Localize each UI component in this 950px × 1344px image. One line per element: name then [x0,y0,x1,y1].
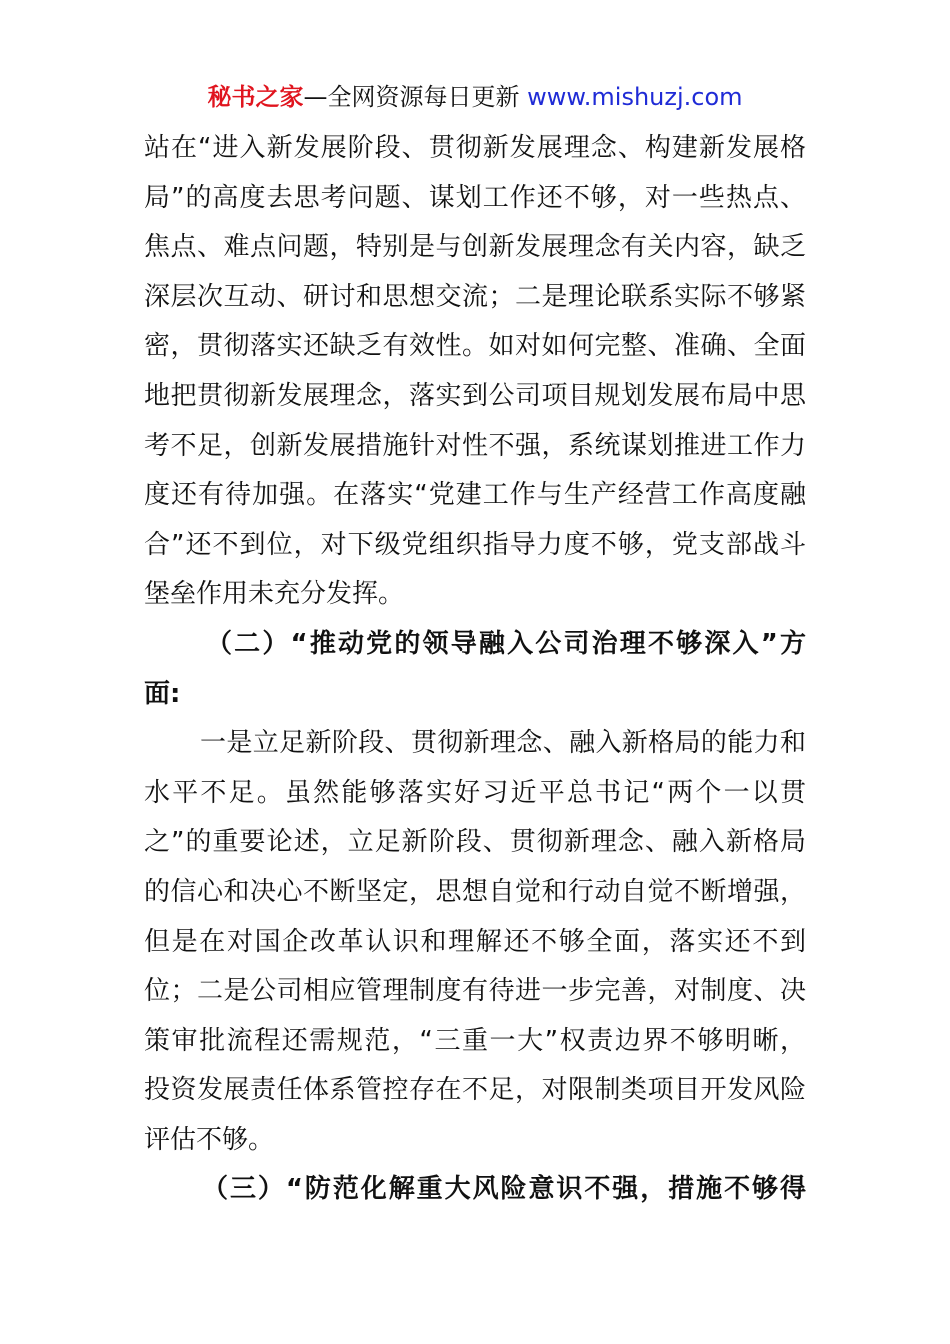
section-heading: （二）“推动党的领导融入公司治理不够深入”方 [206,628,806,659]
site-slogan: —全网资源每日更新 [303,83,520,111]
text-line: 堡垒作用未充分发挥。 [144,579,405,610]
document-body [144,124,806,1215]
text-line: 合”还不到位，对下级党组织指导力度不够，党支部战斗 [144,529,806,560]
text-line: 局”的高度去思考问题、谋划工作还不够，对一些热点、 [144,182,806,213]
text-line: 考不足，创新发展措施针对性不强，系统谋划推进工作力 [144,430,806,461]
site-url[interactable]: www.mishuzj.com [527,83,743,111]
text-line: 焦点、难点问题，特别是与创新发展理念有关内容，缺乏 [144,232,806,263]
text-line: 评估不够。 [144,1124,275,1155]
site-header [0,80,950,114]
text-line: 但是在对国企改革认识和理解还不够全面，落实还不到 [144,926,806,957]
section-heading: （三）“防范化解重大风险意识不强，措施不够得 [202,1174,806,1205]
text-line: 策审批流程还需规范，“三重一大”权责边界不够明晰， [144,1025,806,1056]
text-line: 深层次互动、研讨和思想交流；二是理论联系实际不够紧 [144,281,806,312]
text-line: 密，贯彻落实还缺乏有效性。如对如何完整、准确、全面 [144,331,806,362]
text-line: 地把贯彻新发展理念，落实到公司项目规划发展布局中思 [144,380,806,411]
text-line: 站在“进入新发展阶段、贯彻新发展理念、构建新发展格 [144,133,806,163]
text-line: 一是立足新阶段、贯彻新理念、融入新格局的能力和 [200,728,806,759]
text-line: 水平不足。虽然能够落实好习近平总书记“两个一以贯 [144,777,806,808]
site-brand: 秘书之家 [207,83,304,111]
text-line: 度还有待加强。在落实“党建工作与生产经营工作高度融 [144,480,806,511]
text-line: 的信心和决心不断坚定，思想自觉和行动自觉不断增强， [144,876,806,907]
text-line: 投资发展责任体系管控存在不足，对限制类项目开发风险 [144,1075,806,1106]
text-line: 之”的重要论述，立足新阶段、贯彻新理念、融入新格局 [144,827,806,858]
text-line: 位；二是公司相应管理制度有待进一步完善，对制度、决 [144,976,806,1007]
section-heading-continued: 面: [144,678,181,709]
